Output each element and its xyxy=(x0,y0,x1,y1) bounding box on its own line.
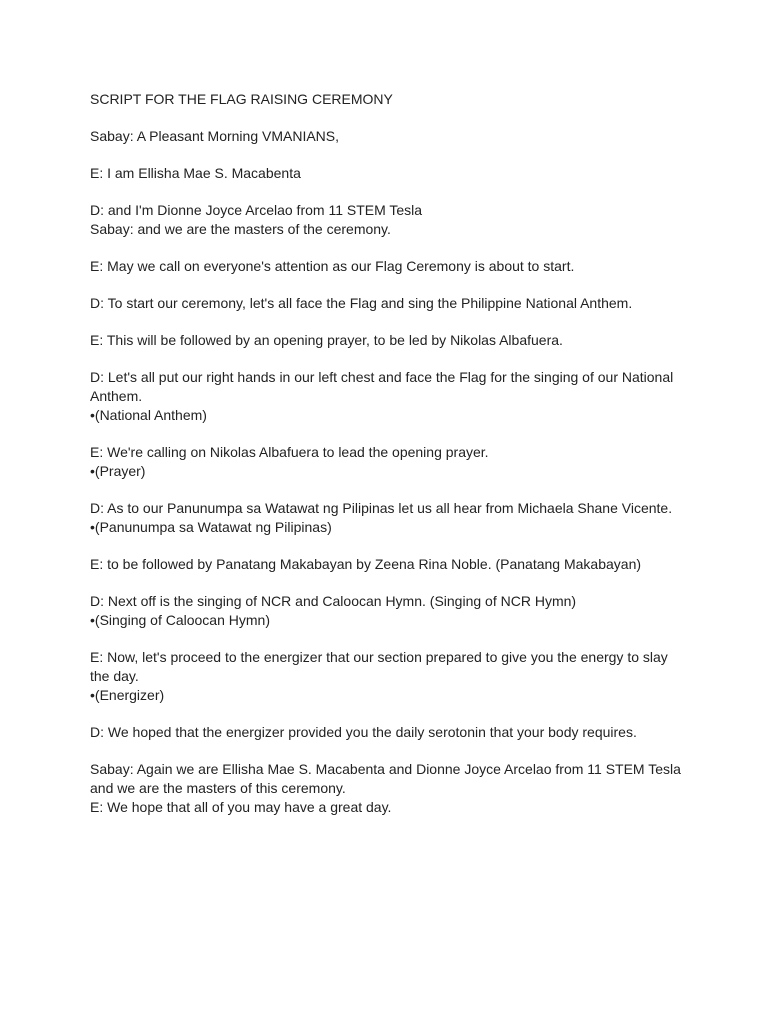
script-line: D: We hoped that the energizer provided you the daily serotonin that your body requires. xyxy=(90,724,637,740)
script-line: Sabay: A Pleasant Morning VMANIANS, xyxy=(90,128,340,144)
script-paragraph xyxy=(90,294,690,313)
script-paragraph xyxy=(90,368,690,425)
script-line: E: Now, let's proceed to the energizer that our section prepared to give you the energy to slay xyxy=(90,649,668,665)
script-line: E: May we call on everyone's attention as our Flag Ceremony is about to start. xyxy=(90,258,575,274)
script-paragraph xyxy=(90,201,690,239)
script-line: •(Prayer) xyxy=(90,463,146,479)
script-line: E: We hope that all of you may have a great day. xyxy=(90,799,392,815)
script-line: D: Next off is the singing of NCR and Caloocan Hymn. (Singing of NCR Hymn) xyxy=(90,593,577,609)
script-paragraph xyxy=(90,443,690,481)
script-line: •(Panunumpa sa Watawat ng Pilipinas) xyxy=(90,519,332,535)
script-line: D: As to our Panunumpa sa Watawat ng Pilipinas let us all hear from Michaela Shane Vicente. xyxy=(90,500,673,516)
script-line: •(Energizer) xyxy=(90,687,165,703)
script-line: E: I am Ellisha Mae S. Macabenta xyxy=(90,165,301,181)
document-body xyxy=(90,90,690,835)
script-line: E: This will be followed by an opening prayer, to be led by Nikolas Albafuera. xyxy=(90,332,563,348)
script-paragraph xyxy=(90,592,690,630)
script-line: D: Let's all put our right hands in our left chest and face the Flag for the singing of our National xyxy=(90,369,674,385)
script-paragraph xyxy=(90,760,690,817)
script-line: D: To start our ceremony, let's all face the Flag and sing the Philippine National Anthem. xyxy=(90,295,633,311)
script-line: and we are the masters of this ceremony. xyxy=(90,780,346,796)
script-paragraph xyxy=(90,164,690,183)
script-paragraph xyxy=(90,257,690,276)
document-title: SCRIPT FOR THE FLAG RAISING CEREMONY xyxy=(90,91,393,107)
script-paragraph xyxy=(90,555,690,574)
script-paragraphs xyxy=(90,127,690,817)
script-line: E: We're calling on Nikolas Albafuera to lead the opening prayer. xyxy=(90,444,489,460)
script-paragraph xyxy=(90,648,690,705)
script-line: •(Singing of Caloocan Hymn) xyxy=(90,612,270,628)
script-paragraph xyxy=(90,127,690,146)
script-line: •(National Anthem) xyxy=(90,407,207,423)
script-paragraph xyxy=(90,499,690,537)
script-paragraph xyxy=(90,723,690,742)
script-line: E: to be followed by Panatang Makabayan by Zeena Rina Noble. (Panatang Makabayan) xyxy=(90,556,642,572)
script-line: Sabay: and we are the masters of the ceremony. xyxy=(90,221,391,237)
script-paragraph xyxy=(90,331,690,350)
script-line: Sabay: Again we are Ellisha Mae S. Macabenta and Dionne Joyce Arcelao from 11 STEM Tesla xyxy=(90,761,681,777)
script-line: D: and I'm Dionne Joyce Arcelao from 11 STEM Tesla xyxy=(90,202,423,218)
script-line: the day. xyxy=(90,668,139,684)
script-line: Anthem. xyxy=(90,388,143,404)
document-title-block xyxy=(90,90,690,109)
